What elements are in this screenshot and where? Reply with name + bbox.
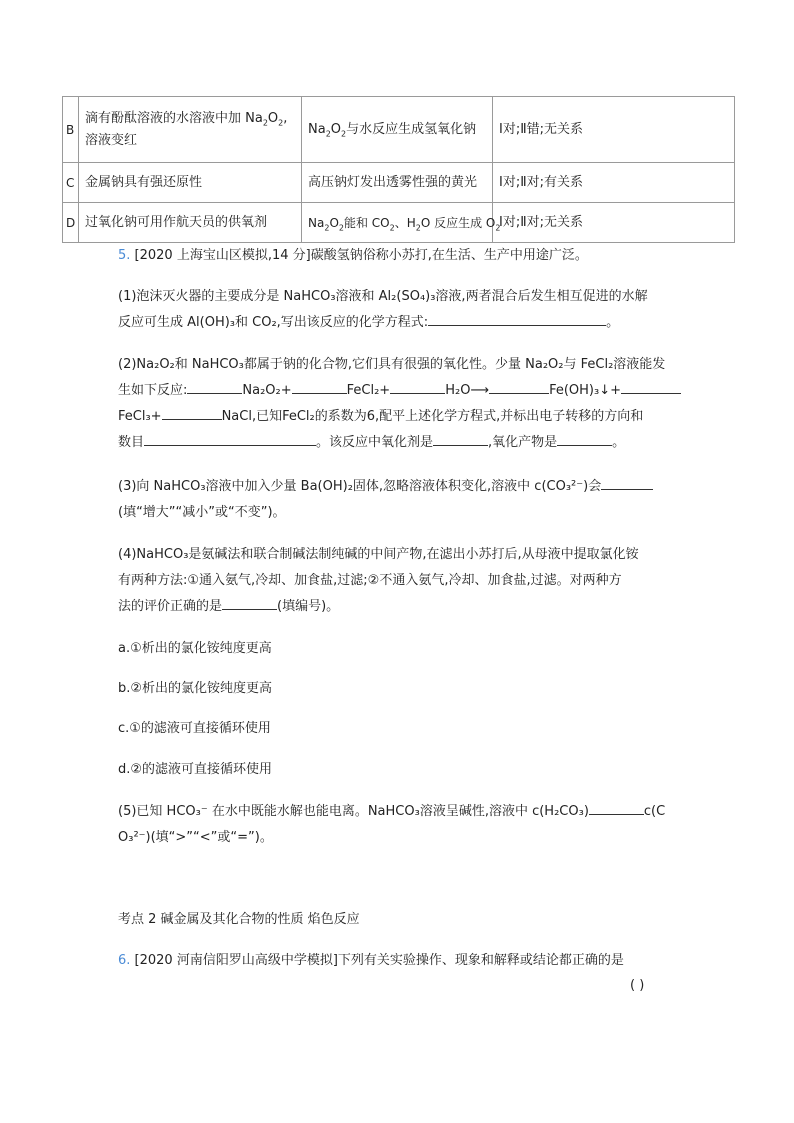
answer-blank[interactable] [601,477,653,490]
option-b: b.②析出的氯化铵纯度更高 [118,681,273,696]
option-a: a.①析出的氯化铵纯度更高 [118,641,272,656]
answer-blank[interactable] [433,433,488,446]
answer-blank[interactable] [187,381,242,394]
options-table [62,96,735,243]
table-row [63,163,735,203]
row-judgement: Ⅰ对;Ⅱ对;有关系 [493,163,735,203]
q5-part5-line1: (5)已知 HCO₃⁻ 在水中既能水解也能电离。NaHCO₃溶液呈碱性,溶液中 c(H₂CO₃) c(C [118,804,666,819]
answer-blank[interactable] [162,407,222,420]
row-statement-1: 金属钠具有强还原性 [79,163,302,203]
row-statement-1: 滴有酚酞溶液的水溶液中加 $Na_2O_2$, 溶液变红 [79,97,302,163]
q5-part3-line1: (3)向 NaHCO₃溶液中加入少量 Ba(OH)₂固体,忽略溶液体积变化,溶液中 c(CO₃²⁻)会 [118,477,653,497]
row-statement-2: $Na_2O_2$与水反应生成氢氧化钠 [302,97,493,163]
option-c: c.①的滤液可直接循环使用 [118,721,271,736]
answer-blank[interactable] [489,381,549,394]
q5-part3-line2: (填“增大”“减小”或“不变”)。 [118,505,286,520]
row-statement-2: 高压钠灯发出透雾性强的黄光 [302,163,493,203]
q5-part2-line4: 数目 。该反应中氧化剂是 ,氧化产物是 。 [118,435,626,450]
answer-paren[interactable]: ( ) [630,978,645,993]
table-row [63,97,735,163]
answer-blank[interactable] [292,381,347,394]
q5-part1-line1: (1)泡沫灭火器的主要成分是 NaHCO₃溶液和 Al₂(SO₄)₃溶液,两者混合后发生相互促进的水解 [118,289,648,304]
row-judgement: Ⅰ对;Ⅱ对;无关系 [493,203,735,243]
answer-blank[interactable] [390,381,445,394]
q6-stem: 6. [2020 河南信阳罗山高级中学模拟]下列有关实验操作、现象和解释或结论都正确的是 [118,953,624,968]
answer-blank[interactable] [621,381,681,394]
answer-blank[interactable] [428,313,606,326]
question-number: 6. [118,953,131,968]
row-letter: C [63,163,79,203]
answer-blank[interactable] [222,597,277,610]
table-row [63,203,735,243]
row-judgement: Ⅰ对;Ⅱ错;无关系 [493,97,735,163]
answer-blank[interactable] [144,433,316,446]
q5-part2-line3: FeCl₃+ NaCl,已知FeCl₂的系数为6,配平上述化学方程式,并标出电子转移的方向和 [118,409,644,424]
q5-stem: 5. [2020 上海宝山区模拟,14 分]碳酸氢钠俗称小苏打,在生活、生产中用途广泛。 [118,248,588,263]
option-d: d.②的滤液可直接循环使用 [118,762,273,777]
row-letter: B [63,97,79,163]
answer-blank[interactable] [557,433,612,446]
q5-part4-line2: 有两种方法:①通入氨气,冷却、加食盐,过滤;②不通入氨气,冷却、加食盐,过滤。对两种方 [118,573,622,588]
question-number: 5. [118,248,131,263]
q5-part5-line2: O₃²⁻)(填“>”“<”或“=”)。 [118,830,273,845]
q5-part2-line1: (2)Na₂O₂和 NaHCO₃都属于钠的化合物,它们具有很强的氧化性。少量 Na₂O₂与 FeCl₂溶液能发 [118,357,666,372]
row-statement-2: $Na_2O_2$能和 $CO_2$、$H_2O$ 反应生成 $O_2$ [302,203,493,243]
q5-part2-line2: 生如下反应: Na₂O₂+ FeCl₂+ H₂O⟶ Fe(OH)₃↓+ [118,381,681,401]
row-letter: D [63,203,79,243]
row-statement-1: 过氧化钠可用作航天员的供氧剂 [79,203,302,243]
q5-part4-line3: 法的评价正确的是 (填编号)。 [118,599,340,614]
q5-part4-line1: (4)NaHCO₃是氨碱法和联合制碱法制纯碱的中间产物,在滤出小苏打后,从母液中提取氯化铵 [118,547,639,562]
answer-blank[interactable] [589,802,644,815]
q5-part1-line2: 反应可生成 Al(OH)₃和 CO₂,写出该反应的化学方程式: 。 [118,315,620,330]
section-heading: 考点 2 碱金属及其化合物的性质 焰色反应 [118,912,360,927]
